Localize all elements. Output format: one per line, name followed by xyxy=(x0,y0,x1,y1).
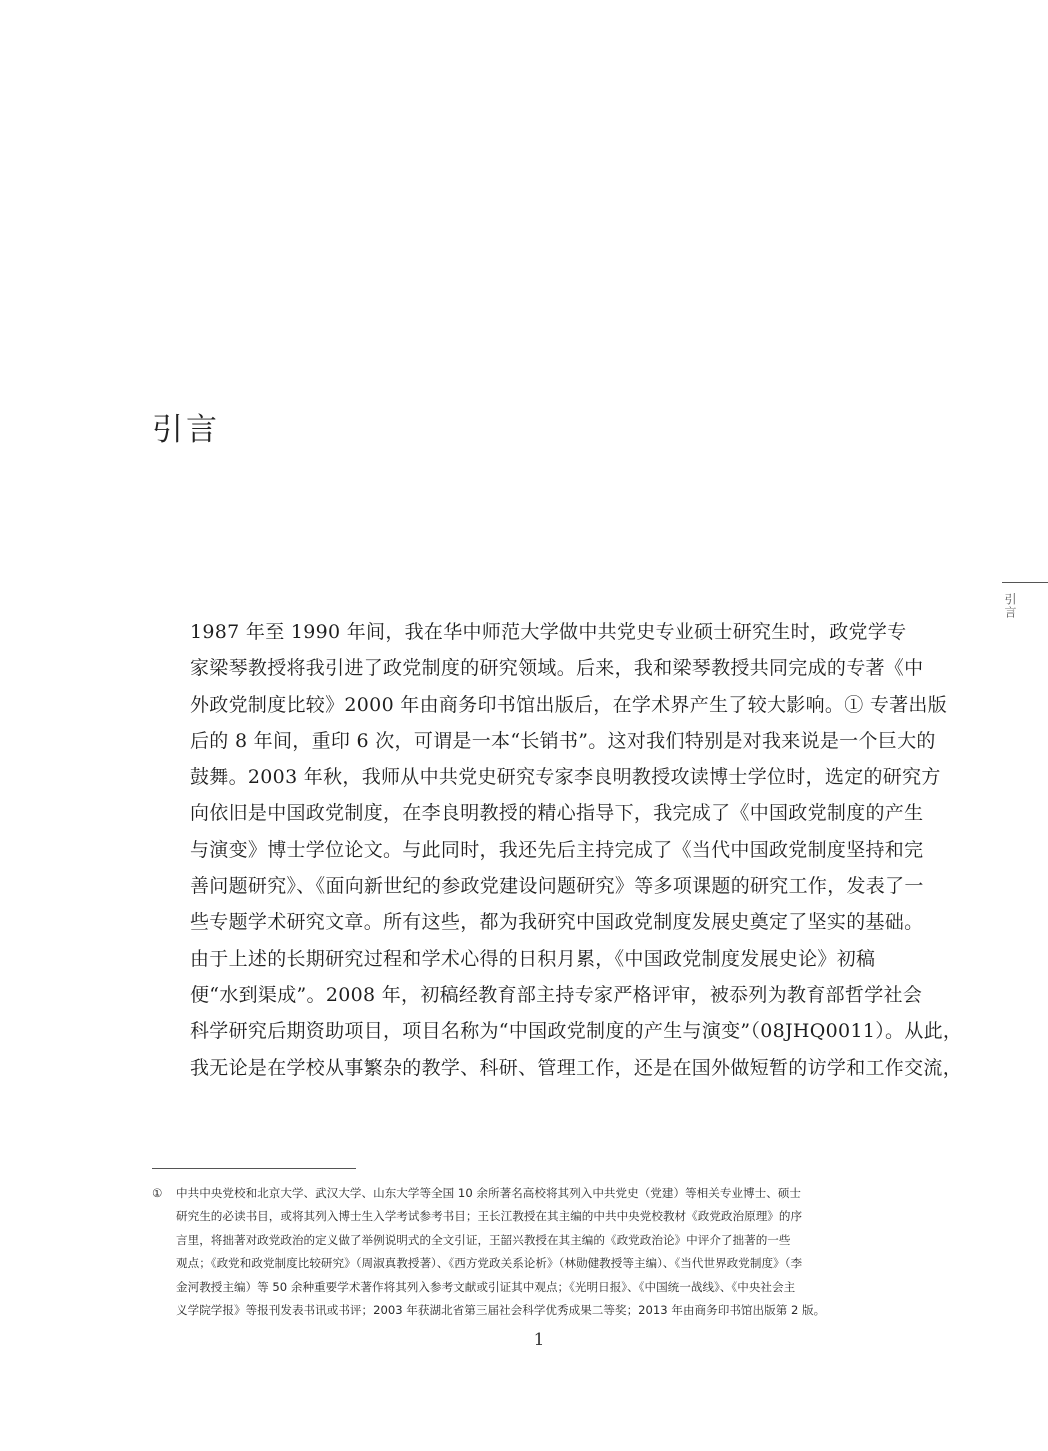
footnote-line: 研究生的必读书目，或将其列入博士生入学考试参考书目；王长江教授在其主编的中共中央党校教材《政党政治原理》的序 xyxy=(176,1209,803,1224)
paragraph-2 xyxy=(152,941,963,1086)
body-text xyxy=(152,614,963,1086)
footnote-line: 中共中央党校和北京大学、武汉大学、山东大学等全国 10 余所著名高校将其列入中共党史（党建）等相关专业博士、硕士 xyxy=(176,1186,802,1200)
body-line: 些专题学术研究文章。所有这些，都为我研究中国政党制度发展史奠定了坚实的基础。 xyxy=(190,911,924,934)
footnote-line: 言里，将拙著对政党政治的定义做了举例说明式的全文引证，王韶兴教授在其主编的《政党政治论》中评介了拙著的一些 xyxy=(176,1232,791,1247)
paragraph-1 xyxy=(152,614,948,941)
side-tab-rule xyxy=(1002,582,1048,583)
body-line: 科学研究后期资助项目，项目名称为“中国政党制度的产生与演变”（08JHQ0011）。从此， xyxy=(190,1020,963,1043)
page-number: 1 xyxy=(533,1330,545,1350)
footnote-line: 义学院学报》等报刊发表书讯或书评；2003 年获湖北省第三届社会科学优秀成果二等奖；2013 年由商务印书馆出版第 2 版。 xyxy=(176,1303,826,1318)
body-line: 与演变》博士学位论文。与此同时，我还先后主持完成了《当代中国政党制度坚持和完 xyxy=(190,838,924,861)
body-line: 鼓舞。2003 年秋，我师从中共党史研究专家李良明教授攻读博士学位时，选定的研究方 xyxy=(190,766,941,789)
footnote xyxy=(152,1182,932,1322)
body-line: 由于上述的长期研究过程和学术心得的日积月累，《中国政党制度发展史论》初稿 xyxy=(190,947,876,970)
footnote-divider xyxy=(152,1168,356,1169)
chapter-title: 引言 xyxy=(152,412,220,448)
body-line: 便“水到渠成”。2008 年，初稿经教育部主持专家严格评审，被忝列为教育部哲学社会 xyxy=(190,983,923,1006)
footnote-marker: ① xyxy=(152,1186,163,1200)
body-line: 善问题研究》、《面向新世纪的参政党建设问题研究》等多项课题的研究工作，发表了一 xyxy=(190,875,924,898)
footnote-line: 金河教授主编）等 50 余种重要学术著作将其列入参考文献或引证其中观点；《光明日报》、《中国统一战线》、《中央社会主 xyxy=(176,1279,796,1294)
body-line: 外政党制度比较》2000 年由商务印书馆出版后，在学术界产生了较大影响。① 专著出版 xyxy=(190,693,948,716)
body-line: 向依旧是中国政党制度，在李良明教授的精心指导下，我完成了《中国政党制度的产生 xyxy=(190,802,924,825)
footnote-line: 观点；《政党和政党制度比较研究》（周淑真教授著）、《西方党政关系论析》（林勋健教授等主编）、《当代世界政党制度》（李 xyxy=(176,1256,803,1271)
side-tab-chapter-label: 引言 xyxy=(1003,593,1017,619)
body-line: 家梁琴教授将我引进了政党制度的研究领域。后来，我和梁琴教授共同完成的专著《中 xyxy=(190,657,924,680)
body-line: 1987 年至 1990 年间，我在华中师范大学做中共党史专业硕士研究生时，政党学专 xyxy=(190,621,907,643)
body-line: 我无论是在学校从事繁杂的教学、科研、管理工作，还是在国外做短暂的访学和工作交流， xyxy=(190,1056,963,1079)
body-line: 后的 8 年间，重印 6 次，可谓是一本“长销书”。这对我们特别是对我来说是一个巨大的 xyxy=(190,729,936,752)
footnote-text xyxy=(176,1182,932,1322)
